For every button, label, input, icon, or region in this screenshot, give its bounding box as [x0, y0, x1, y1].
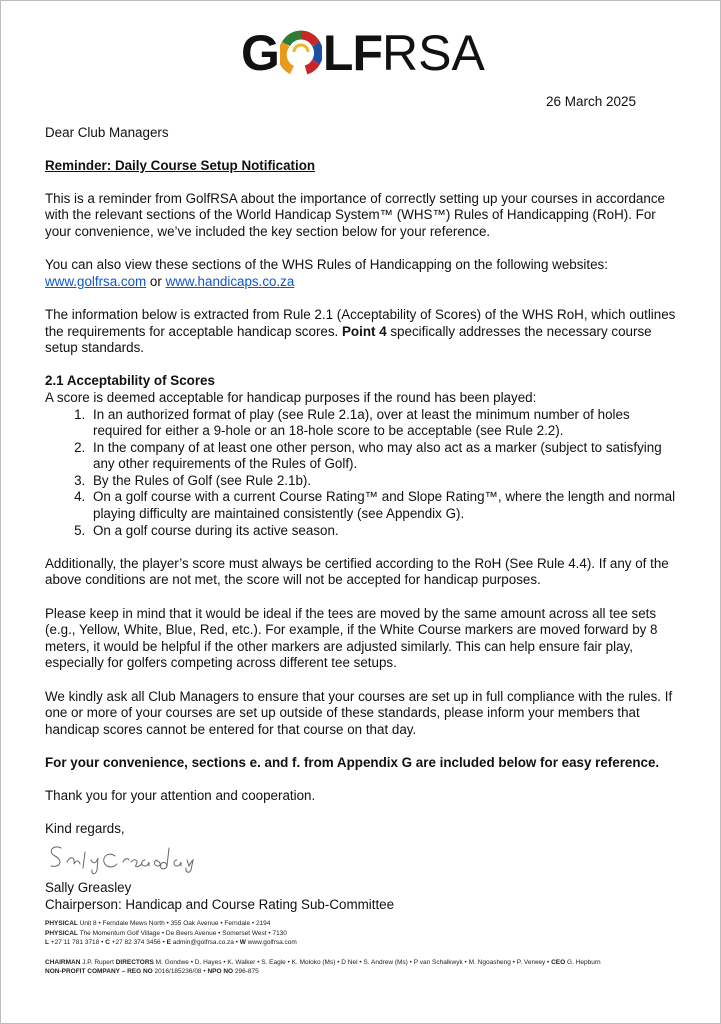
- point4-emphasis: Point 4: [342, 323, 387, 339]
- footer-label: CEO: [551, 958, 566, 966]
- logo-text-g: G: [241, 25, 279, 81]
- logo-text-lf: LF: [322, 25, 382, 81]
- intro-paragraph: This is a reminder from GolfRSA about the importance of correctly setting up your courses in accordance with the relevant sections of the World Handicap System™ (WHS™) Rules of Handicapping (RoH). For your convenience, we’ve included the key section below for your reference.: [45, 190, 665, 239]
- list-item: 3. By the Rules of Golf (see Rule 2.1b).: [89, 473, 681, 490]
- letter-date: 26 March 2025: [545, 94, 636, 109]
- footer-text: 2016/185236/08 •: [152, 968, 208, 976]
- link-separator: or: [146, 273, 166, 289]
- footer-directors: [45, 958, 685, 968]
- signer-name: Sally Greasley: [45, 879, 132, 895]
- thanks-paragraph: Thank you for your attention and cooperation.: [45, 788, 316, 804]
- subject-line: Reminder: Daily Course Setup Notification: [45, 157, 316, 173]
- footer-text: admin@golfrsa.co.za •: [170, 939, 240, 947]
- footer-text: The Momentum Golf Village • De Beers Avenue • Somerset West • 7130: [77, 929, 287, 937]
- websites-text: You can also view these sections of the WHS Rules of Handicapping on the following websites:: [45, 257, 608, 273]
- footer-label: PHYSICAL: [45, 920, 78, 927]
- list-item: 5. On a golf course during its active season.: [89, 523, 681, 540]
- closing: Kind regards,: [45, 821, 125, 837]
- acceptability-list: [45, 407, 681, 540]
- footer-label: NPO NO: [207, 968, 234, 976]
- rule-paragraph-text-end: specifically addresses the necessary course setup standards.: [45, 323, 652, 356]
- footer-address-2: [45, 929, 685, 939]
- section-intro: A score is deemed acceptable for handicap purposes if the round has been played:: [45, 389, 537, 405]
- letter-body: [45, 125, 681, 913]
- footer-address-1: [45, 919, 685, 929]
- footer-registration: [45, 967, 685, 977]
- salutation: Dear Club Managers: [45, 125, 169, 140]
- footer-text: 296-875: [233, 968, 259, 976]
- footer-text: Unit 8 • Ferndale Mews North • 355 Oak Avenue • Ferndale • 2194: [77, 920, 271, 927]
- footer-text: J.P. Rupert: [80, 958, 116, 966]
- footer-text: www.golfrsa.com: [245, 939, 297, 947]
- golfrsa-logo: [241, 27, 485, 79]
- rule-paragraph: [45, 307, 681, 357]
- footer-label: C: [105, 939, 110, 947]
- footer-label: CHAIRMAN: [45, 958, 81, 966]
- footer-label: NON-PROFIT COMPANY – REG NO: [45, 968, 153, 976]
- tee-paragraph: Please keep in mind that it would be ideal if the tees are moved by the same amount across all tee sets (e.g., Yellow, White, Blue, Red, etc.). For example, if the White Course markers are moved forward by 8 meters, it would be helpful if the other markers are adjusted similarly. This can help ensure fair play, especially for golfers competing across different tee setups.: [45, 605, 658, 671]
- compliance-paragraph: We kindly ask all Club Managers to ensure that your courses are set up in full compliance with the rules. If one or more of your courses are set up outside of these standards, please inform your members that handicap scores cannot be entered for that course on that day.: [45, 688, 673, 737]
- footer-label: E: [166, 939, 171, 947]
- signer-title: Chairperson: Handicap and Course Rating Sub-Committee: [45, 896, 395, 912]
- logo-ring-icon: [280, 30, 322, 76]
- rule-paragraph-text: The information below is extracted from Rule 2.1 (Acceptability of Scores) of the WHS RoH, which outlines the requirements for acceptable handicap scores.: [45, 306, 676, 339]
- websites-paragraph: [45, 257, 681, 290]
- list-item: 1. In an authorized format of play (see Rule 2.1a), over at least the minimum number of holes required for either a 9-hole or an 18-hole score to be acceptable (see Rule 2.2).: [89, 407, 681, 440]
- footer-label: PHYSICAL: [45, 929, 78, 937]
- footer-text: +27 11 781 3718 •: [48, 939, 106, 947]
- footer-text: M. Gondwe • D. Hayes • K. Walker • S. Eagle • K. Moloko (Ms) • D Nel • S. Andrew (Ms) • P van Schalkwyk • M. Ngoasheng • P. Verwey •: [153, 958, 552, 966]
- signature-image: [45, 838, 681, 880]
- footer-contacts: [45, 938, 685, 948]
- section-title: 2.1 Acceptability of Scores: [45, 373, 215, 389]
- appendix-note: For your convenience, sections e. and f. from Appendix G are included below for easy reference.: [45, 754, 660, 770]
- golfrsa-link[interactable]: www.golfrsa.com: [45, 273, 147, 289]
- footer-label: DIRECTORS: [115, 958, 154, 966]
- footer-label: L: [45, 939, 49, 947]
- list-item: 2. In the company of at least one other person, who may also act as a marker (subject to satisfying any other requirements of the Rules of Golf).: [89, 440, 681, 473]
- handicaps-link[interactable]: www.handicaps.co.za: [165, 273, 295, 289]
- footer-label: W: [239, 939, 246, 947]
- list-item: 4. On a golf course with a current Course Rating™ and Slope Rating™, where the length and normal playing difficulty are maintained consistently (see Appendix G).: [89, 489, 681, 522]
- footer-text: G. Hepburn: [565, 958, 601, 966]
- letterhead-footer: [45, 919, 685, 977]
- footer-text: +27 82 374 3456 •: [109, 939, 167, 947]
- certification-paragraph: Additionally, the player’s score must always be certified according to the RoH (See Rule 4.4). If any of the above conditions are not met, the score will not be accepted for handicap purposes.: [45, 555, 669, 588]
- logo-text-rsa: RSA: [382, 25, 485, 81]
